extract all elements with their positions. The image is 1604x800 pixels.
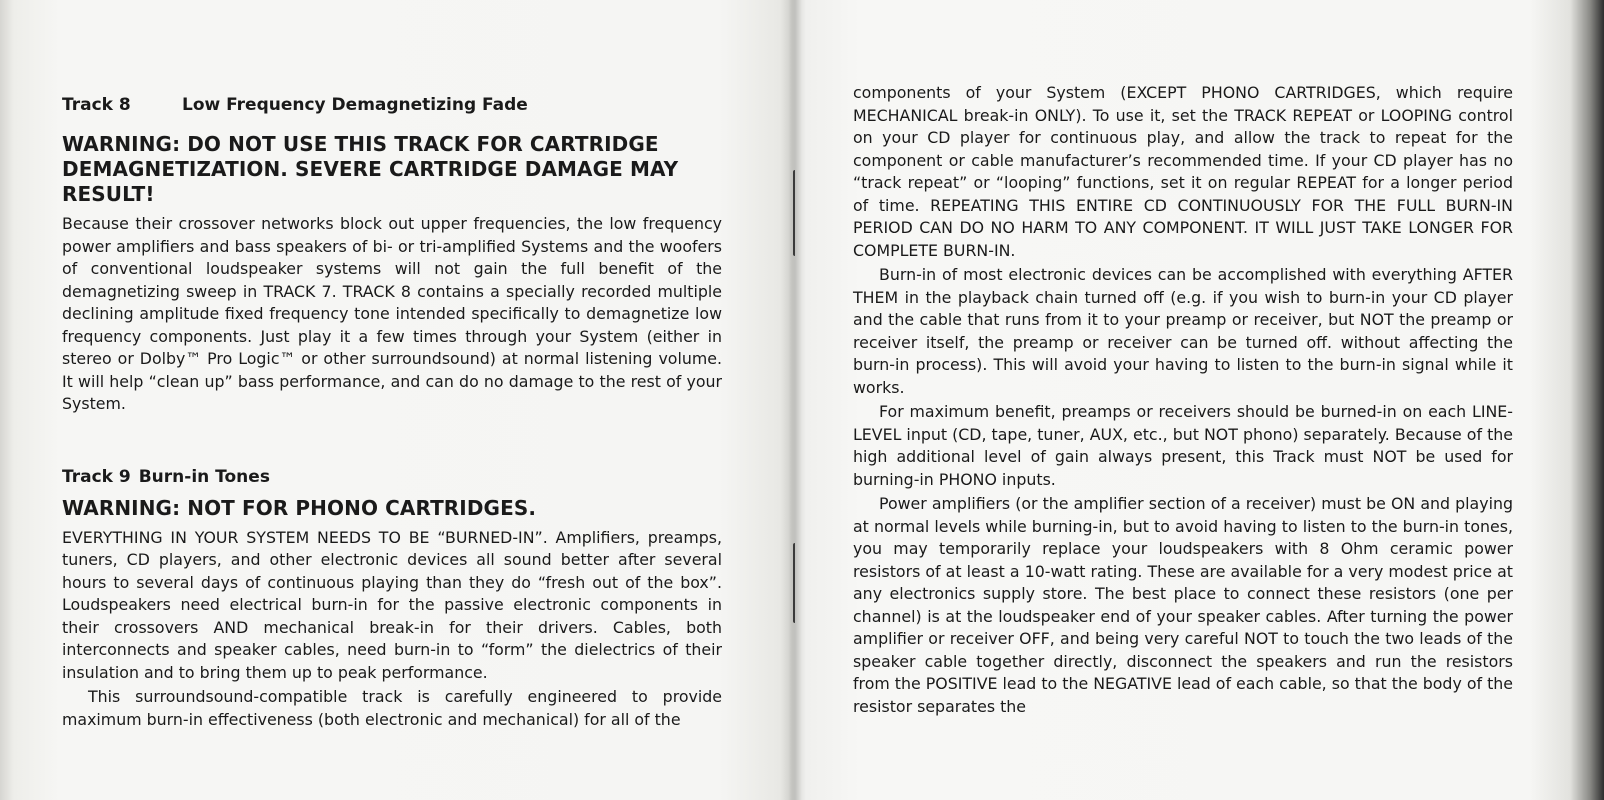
track-8-title: Low Frequency Demagnetizing Fade [182,95,528,115]
track-8-description: Because their crossover networks block out upper frequencies, the low frequency power amplifiers and bass speakers of bi- or tri-amplified Systems and the woofers of conventional loudspeaker systems will not gain the full benefit of the demagnetizing sweep in TRACK 7. TRACK 8 contains a specially recorded multiple declining amplitude fixed frequency tone intended specifically to demagnetize low frequency components. Just play it a few times through your System (either in stereo or Dolby™ Pro Logic™ or other surroundsound) at normal listening volume. It will help “clean up” bass performance, and can do no damage to the rest of your System. [62,214,722,413]
burn-in-electronics-paragraph: Burn-in of most electronic devices can be accomplished with everything AFTER THEM in the playback chain turned off (e.g. if you wish to burn-in your CD player and the cable that runs from it to your preamp or receiver, but NOT the preamp or receiver itself, the preamp or receiver can be turned off. without affecting the burn-in process). This will avoid your having to listen to the burn-in signal while it works. [853,265,1513,397]
track-9-title: Burn-in Tones [138,466,270,487]
staple-bottom [793,543,799,623]
track-9-warning: WARNING: NOT FOR PHONO CARTRIDGES. [62,495,537,520]
section-spacer [62,416,722,464]
track-9-description: EVERYTHING IN YOUR SYSTEM NEEDS TO BE “BURNED-IN”. Amplifiers, preamps, tuners, CD players, and other electronic devices all sound better after several hours to several days of continuous playing than they do “fresh out of the box”. Loudspeakers need electrical burn-in for the passive electronic components in their crossovers AND mechanical break-in for their drivers. Cables, both interconnects and speaker cables, need burn-in to “form” the dielectrics of their insulation and to bring them up to peak performance. [62,527,722,682]
burn-in-instructions-paragraph: components of your System (EXCEPT PHONO CARTRIDGES, which require MECHANICAL break-in ONLY). To use it, set the TRACK REPEAT or LOOPING control on your CD player for continuous play, and allow the track to repeat for the component or cable manufacturer’s recommended time. If your CD player has no “track repeat” or “looping” functions, set it on regular REPEAT for a longer period of time. REPEATING THIS ENTIRE CD CONTINUOUSLY FOR THE FULL BURN-IN PERIOD CAN DO NO HARM TO ANY COMPONENT. IT WILL JUST TAKE LONGER FOR COMPLETE BURN-IN. [853,83,1513,260]
track-9-number: Track 9 [62,466,131,487]
burn-in-preamps-paragraph: For maximum benefit, preamps or receivers should be burned-in on each LINE-LEVEL input (CD, tape, tuner, AUX, etc., but NOT phono) separately. Because of the high additional level of gain always present, this Track must NOT be used for burning-in PHONO inputs. [853,402,1513,489]
track-8-warning: WARNING: DO NOT USE THIS TRACK FOR CARTRIDGE DEMAGNETIZATION. SEVERE CARTRIDGE DAMAGE MAY RESULT! [62,132,679,206]
track-9-description-continued: This surroundsound-compatible track is carefully engineered to provide maximum burn-in effectiveness (both electronic and mechanical) for all of the [62,687,722,729]
burn-in-power-amplifiers-paragraph: Power amplifiers (or the amplifier section of a receiver) must be ON and playing at normal levels while burning-in, but to avoid having to listen to the burn-in tones, you may temporarily replace your loudspeakers with 8 Ohm ceramic power resistors of at least a 10-watt rating. These are available for a very modest price at any electronics supply store. The best place to connect these resistors (one per channel) is at the loudspeaker end of your speaker cables. After turning the power amplifier or receiver OFF, and being very careful NOT to touch the two leads of the speaker cable together directly, disconnect the speakers and run the resistors from the POSITIVE lead to the NEGATIVE lead of each cable, so that the body of the resistor separates the [853,494,1513,716]
track-9-heading [62,464,722,490]
left-page [0,0,790,800]
right-page-column [853,82,1513,718]
staple-top [793,170,799,256]
left-page-column [62,92,722,731]
track-8-number: Track 8 [62,95,131,115]
track-8-heading [62,92,722,118]
